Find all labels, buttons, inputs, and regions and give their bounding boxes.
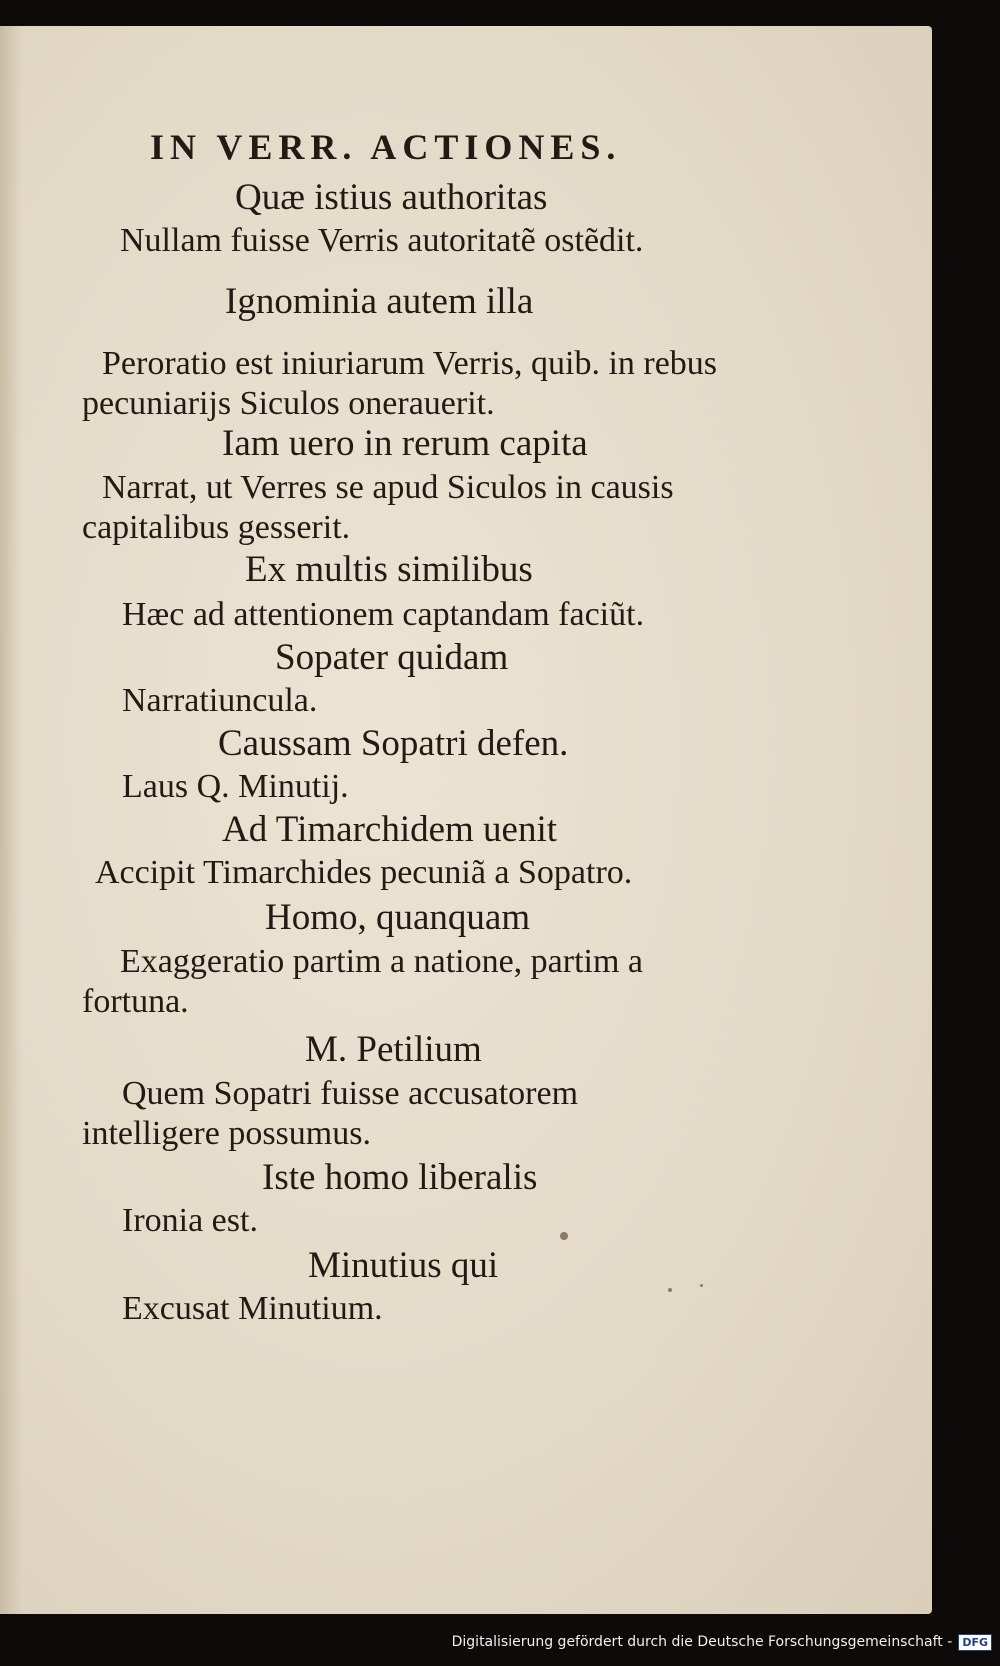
page-gutter-shadow — [0, 26, 22, 1614]
note: Narrat, ut Verres se apud Siculos in causis capitalibus gesserit. — [82, 469, 674, 546]
note: Peroratio est iniuriarum Verris, quib. in rebus pecuniarijs Siculos onerauerit. — [82, 345, 718, 422]
lemma: Ex multis similibus — [245, 549, 533, 590]
note: Laus Q. Minutij. — [122, 768, 349, 805]
lemma: Quæ istius authoritas — [235, 177, 548, 218]
note: Narratiuncula. — [122, 682, 318, 719]
lemma: Caussam Sopatri defen. — [218, 723, 569, 764]
lemma: Homo, quanquam — [265, 897, 531, 938]
lemma: Iam uero in rerum capita — [222, 423, 588, 464]
running-header: IN VERR. ACTIONES. — [150, 127, 622, 167]
note: Exaggeratio partim a natione, partim a fortuna. — [82, 943, 644, 1020]
ink-speck — [560, 1232, 568, 1240]
lemma: Sopater quidam — [275, 637, 509, 678]
digitization-credit — [452, 1628, 992, 1656]
book-page — [0, 26, 932, 1614]
lemma: Ad Timarchidem uenit — [222, 809, 558, 850]
note: Nullam fuisse Verris autoritatẽ ostẽdit. — [120, 222, 644, 259]
lemma: Minutius qui — [308, 1245, 499, 1286]
dfg-logo: DFG — [958, 1634, 992, 1651]
note: Hæc ad attentionem captandam faciũt. — [122, 596, 645, 633]
note: Ironia est. — [122, 1202, 258, 1239]
lemma: M. Petilium — [305, 1029, 482, 1070]
lemma: Ignominia autem illa — [225, 281, 534, 322]
note: Excusat Minutium. — [122, 1290, 383, 1327]
ink-speck — [668, 1288, 672, 1292]
credit-text: Digitalisierung gefördert durch die Deutsche Forschungsgemeinschaft - — [451, 1634, 953, 1650]
note: Quem Sopatri fuisse accusatorem intelligere possumus. — [82, 1075, 579, 1152]
note: Accipit Timarchides pecuniã a Sopatro. — [95, 854, 633, 891]
lemma: Iste homo liberalis — [262, 1157, 538, 1198]
ink-speck — [700, 1284, 703, 1287]
